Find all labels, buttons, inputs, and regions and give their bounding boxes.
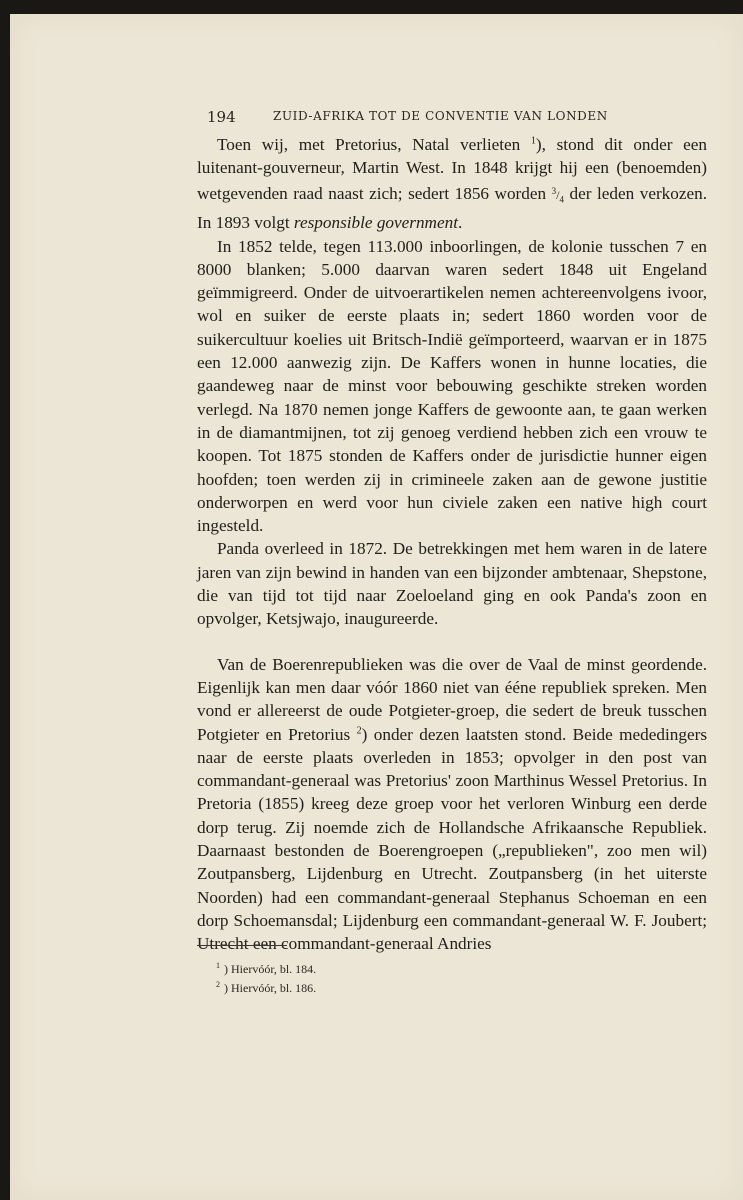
footnote-1: $^1$ ) Hiervóór, bl. 184.	[216, 961, 317, 976]
footnotes	[216, 958, 616, 996]
page-number: 194	[207, 108, 236, 126]
footnote-ref-2[interactable]: 2	[356, 724, 362, 736]
paragraph-4: Van de Boerenrepublieken was die over de Vaal de minst geordende. Eigenlijk kan men daar vóór 1860 niet van ééne republiek spreken. Men vond er allereerst de oude Potgieter-groep, die sedert de breuk tusschen Potgieter en Pretorius $^2$) onder dezen laatsten stond. Beide mededingers naar de eerste plaats overleden in 1853; opvolger in den post van commandant-generaal was Pretorius' zoon Marthinus Wessel Pretorius. In Pretoria (1855) kreeg deze groep voor het verloren Winburg een derde dorp terug. Zij noemde zich de Hollandsche Afrikaansche Republiek. Daarnaast bestonden de Boerengroepen („republieken", zoo men wil) Zoutpansberg, Lijdenburg en Utrecht. Zoutpansberg (in het uiterste Noorden) had een commandant-generaal Stephanus Schoeman en een dorp Schoemansdal; Lijdenburg een commandant-generaal W. F. Joubert; Utrecht een commandant-generaal Andries	[197, 654, 708, 954]
footnote-ref-1[interactable]: 1	[530, 135, 536, 147]
paragraph-1: Toen wij, met Pretorius, Natal verlieten $^1$), stond dit onder een luitenant-gouverneur, Martin West. In 1848 krijgt hij een (benoemden) wetgevenden raad naast zich; sedert 1856 worden $^3/_4$ der leden verkozen. In 1893 volgt responsible government.	[197, 135, 708, 233]
italic-term: responsible government	[293, 213, 458, 233]
paragraph-2: In 1852 telde, tegen 113.000 inboorlingen, de kolonie tusschen 7 en 8000 blanken; 5.000 daarvan waren sedert 1848 uit Engeland geïmmigreerd. Onder de uitvoerartikelen nemen achtereenvolgens ivoor, wol en suiker de eerste plaats in; sedert 1860 worden voor de suikercultuur koelies uit Britsch-Indië geïmporteerd, waarvan er in 1875 een 12.000 aanwezig zijn. De Kaffers wonen in hunne locaties, die gaandeweg naar de minst voor bebouwing geschikte streken worden verlegd. Na 1870 nemen jonge Kaffers de gewoonte aan, te gaan werken in de diamantmijnen, tot zij genoeg verdiend hebben zich een vrouw te koopen. Tot 1875 stonden de Kaffers onder de jurisdictie hunner eigen hoofden; toen werden zij in crimineele zaken aan de gewone justitie onderworpen en werd voor hun civiele zaken een native high court ingesteld.	[197, 236, 707, 536]
fraction: $^3/_4$	[551, 185, 564, 204]
running-title: ZUID-AFRIKA TOT DE CONVENTIE VAN LONDEN	[273, 109, 608, 123]
body-text	[197, 133, 707, 955]
paragraph-3: Panda overleed in 1872. De betrekkingen met hem waren in de latere jaren van zijn bewind in handen van een bijzonder ambtenaar, Shepstone, die van tijd tot tijd naar Zoeloeland ging en ook Panda's zoon en opvolger, Ketsjwajo, inaugureerde.	[197, 539, 707, 629]
footnote-rule	[197, 945, 287, 946]
footnote-2: $^2$ ) Hiervóór, bl. 186.	[216, 980, 317, 995]
